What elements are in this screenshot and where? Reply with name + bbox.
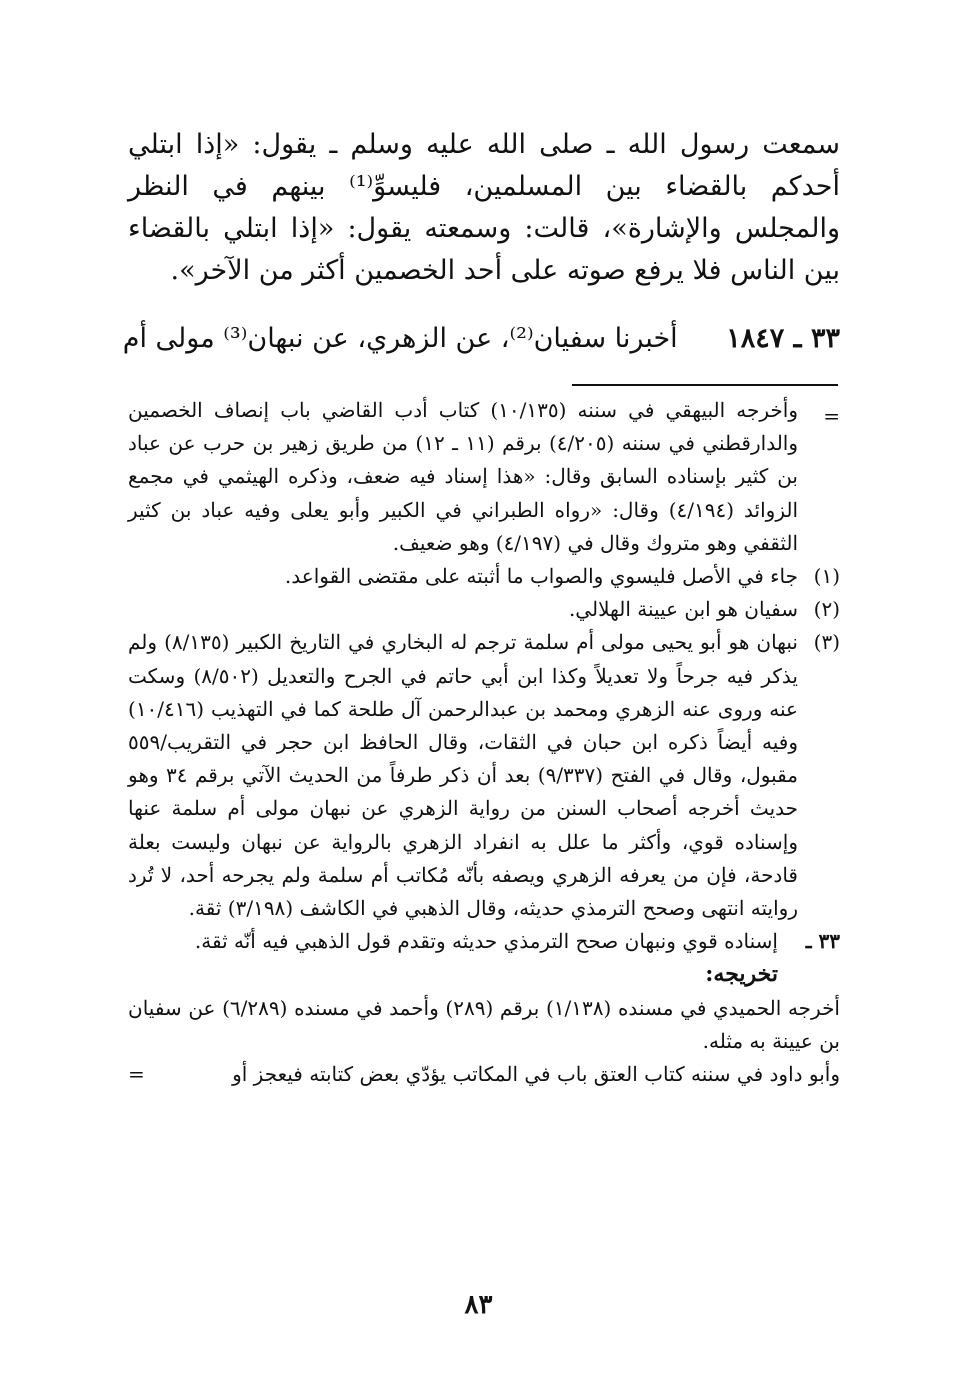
main-text-block xyxy=(128,124,840,292)
footnotes-block xyxy=(128,394,840,1091)
footnote-1-text: جاء في الأصل فليسوي والصواب ما أثبته على مقتضى القواعد. xyxy=(284,564,798,589)
continuation-mark: = xyxy=(823,404,840,428)
takhrij-text: أخرجه الحميدي في مسنده (١/١٣٨) برقم (٢٨٩) وأحمد في مسنده (٦/٢٨٩) عن سفيان بن عيينة به مثله. xyxy=(128,995,840,1053)
takhrij-last-line-text: وأبو داود في سننه كتاب العتق باب في المكاتب يؤدّي بعض كتابته فيعجز أو xyxy=(232,1062,840,1087)
page-number: ٨٣ xyxy=(464,1290,493,1320)
hadith-number: ٣٣ ـ ١٨٤٧ xyxy=(726,323,840,354)
footnote-2-mark: (٢) xyxy=(813,597,840,622)
grading-note xyxy=(128,925,840,958)
continuation-text: وأخرجه البيهقي في سننه (١٠/١٣٥) كتاب أدب القاضي باب إنصاف الخصمين والدارقطني في سننه (٤/٢٠٥) برقم (١١ ـ ١٢) من طريق زهير بن حرب عن عباد بن كثير بإسناده السابق وقال: «هذا إسناد فيه ضعف، وذكره الهيثمي في مجمع الزوائد (٤/١٩٤) وقال: «رواه الطبراني في الكبير وأبو يعلى وفيه عباد بن كثير الثقفي وهو متروك وقال في (٤/١٩٧) وهو ضعيف. xyxy=(128,398,799,555)
takhrij-last-line xyxy=(128,1058,840,1091)
footnote-separator xyxy=(572,384,838,386)
grading-text: إسناده قوي ونبهان صحح الترمذي حديثه وتقدم قول الذهبي فيه أنّه ثقة. xyxy=(194,929,778,954)
hadith-heading xyxy=(122,318,840,360)
grading-mark: ٣٣ ـ xyxy=(805,929,840,954)
footnote-2 xyxy=(128,593,840,626)
footnote-3-text: نبهان هو أبو يحيى مولى أم سلمة ترجم له البخاري في التاريخ الكبير (٨/١٣٥) ولم يذكر فيه جرحاً ولا تعديلاً وكذا ابن أبي حاتم في الجرح والتعديل (٨/٥٠٢) وسكت عنه وروى عنه الزهري ومحمد بن عبدالرحمن آل طلحة كما في التهذيب (١٠/٤١٦) وفيه أيضاً ذكره ابن حبان في الثقات، وقال الحافظ ابن حجر في التقريب/٥٥٩ مقبول، وقال في الفتح (٩/٣٣٧) بعد أن ذكر طرفاً من الحديث الآتي برقم ٣٤ وهو حديث أخرجه أصحاب السنن من رواية الزهري عن نبهان مولى أم سلمة عنها وإسناده قوي، وأكثر ما علل به انفراد الزهري بالرواية عن نبهان وليست بعلة قادحة، فإن من يعرفه الزهري ويصفه بأنّه مُكاتب أم سلمة ولم يجرحه أحد، لا تُرد روايته انتهى وصحح الترمذي حديثه، وقال الذهبي في الكاشف (٣/١٩٨) ثقة. xyxy=(128,630,799,921)
footnote-continuation xyxy=(128,394,840,560)
footnote-1-mark: (١) xyxy=(813,564,840,589)
footnote-3-mark: (٣) xyxy=(813,630,840,655)
footnote-2-text: سفيان هو ابن عيينة الهلالي. xyxy=(568,597,798,622)
continued-mark: = xyxy=(128,1062,145,1087)
main-text: سمعت رسول الله ـ صلى الله عليه وسلم ـ يقول: «إذا ابتلي أحدكم بالقضاء بين المسلمين، فليسوِّ⁽¹⁾ بينهم في النظر والمجلس والإشارة»، قالت: وسمعته يقول: «إذا ابتلي بالقضاء بين الناس فلا يرفع صوته على أحد الخصمين أكثر من الآخر». xyxy=(128,129,840,286)
footnote-3 xyxy=(128,626,840,925)
hadith-text: أخبرنا سفيان⁽²⁾، عن الزهري، عن نبهان⁽³⁾ مولى أم xyxy=(122,323,678,354)
takhrij-heading xyxy=(128,958,840,991)
takhrij-heading-text: تخريجه: xyxy=(705,961,778,988)
footnote-1 xyxy=(128,560,840,593)
